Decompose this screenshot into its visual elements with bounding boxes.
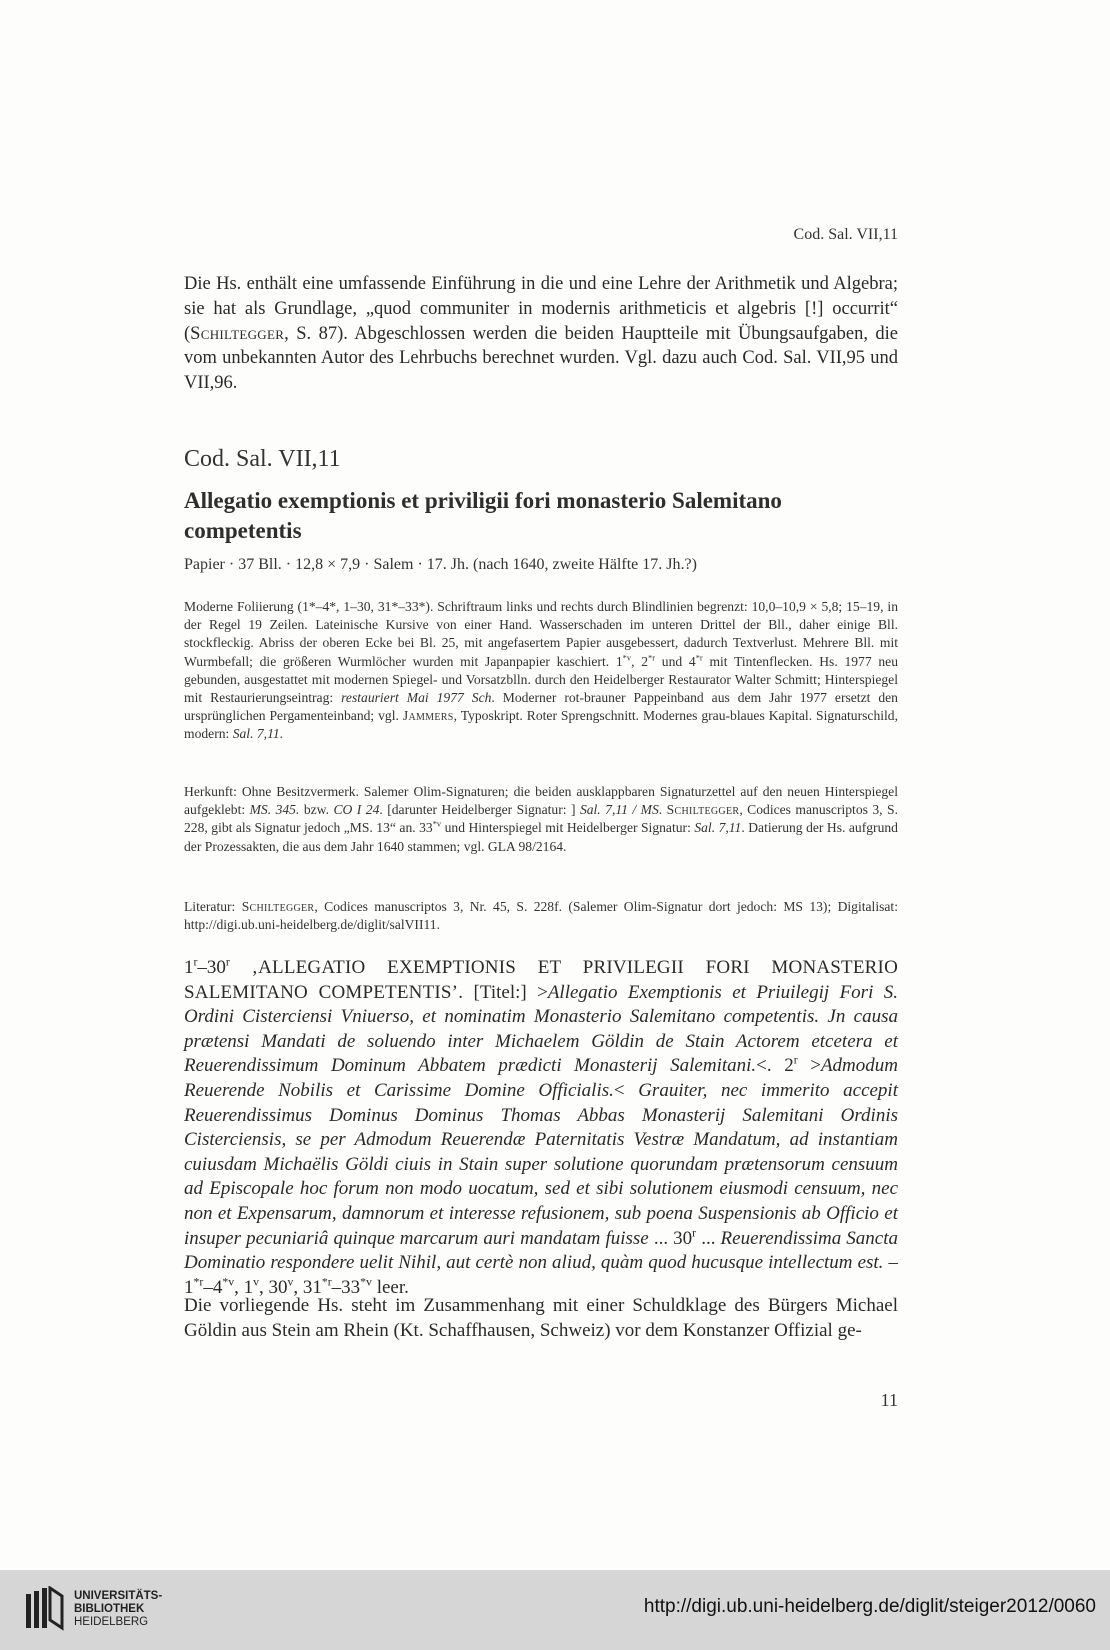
prov-text: bzw. <box>299 802 334 818</box>
codex-specs: Papier · 37 Bll. · 12,8 × 7,9 · Salem · 17. Jh. (nach 1640, zweite Hälfte 17. Jh.?) <box>184 556 697 573</box>
codex-title: Allegatio exemptionis et priviligii fori monasterio Salemitano competentis <box>184 488 782 543</box>
desc-italic: Sal. 7,11 <box>232 726 280 742</box>
desc-text: mit Tintenflecken. Hs. 1977 neu gebunden, ausgestattet mit modernen Spiegel- und Vorsatzblln. durch den Heidelberger Restaurator Walter Schmitt; Hinterspiegel mit Restaurierungseintrag: <box>184 653 898 706</box>
library-logo-icon[interactable] <box>24 1586 66 1632</box>
literature-paragraph <box>184 898 898 934</box>
folio-sup: *r <box>321 1275 332 1289</box>
folio-sup: *r <box>648 652 656 663</box>
intro-author: Schiltegger <box>190 323 285 344</box>
codex-heading: Cod. Sal. VII,11 <box>184 446 341 472</box>
latin-incipit: Allegatio Exemptionis et Priuilegij Fori S. Ordini Cisterciensi Vniuerso, et nominatim Monasterio Salemitano competentis. Jn causa prætensi Mandati de soluendo inter Michaelem Göldin de Stain Actorem etcetera et Reuerendissimum Dominum Abbatem prædicti Monasterij Salemitani. <box>184 981 898 1077</box>
prov-text: und Hinterspiegel mit Heidelberger Signatur: <box>441 820 695 836</box>
lit-text: Literatur: <box>184 899 242 914</box>
running-head: Cod. Sal. VII,11 <box>793 226 898 243</box>
viewer-footer <box>0 1570 1110 1650</box>
folio-sup: v <box>253 1275 259 1289</box>
prov-text: . [darunter Heidelberger Signatur: ] <box>379 802 580 818</box>
folio-range: –30 <box>197 957 226 978</box>
entry-sep: < <box>613 1079 639 1101</box>
entry-tail: , 1 <box>234 1276 254 1298</box>
folio-sup: r <box>193 955 198 969</box>
entry-tail: leer. <box>371 1276 409 1298</box>
provenance-paragraph <box>184 783 898 856</box>
entry-caps-title: ‚ALLEGATIO EXEMPTIONIS ET PRIVILEGII FORI MONASTERIO SALEMITANO COMPETENTIS’. <box>184 957 898 1003</box>
entry-tail: –4 <box>203 1276 223 1298</box>
prov-text: . <box>658 802 667 818</box>
folio-sup: *r <box>193 1275 204 1289</box>
latin-explicit: Reuerendissima Sancta Dominatio respondere uelit Nihil, aut certè non aliud, quàm quod hucusque intellectum est. <box>184 1227 898 1274</box>
permalink-url[interactable]: http://digi.ub.uni-heidelberg.de/diglit/steiger2012/0060 <box>643 1596 1096 1617</box>
desc-text: , Typoskript. Roter Sprengschnitt. Modernes grau-blaues Kapital. Signaturschild, modern: <box>184 708 898 742</box>
prov-text: . Datierung der Hs. aufgrund der Prozessakten, die aus dem Jahr 1640 stammen; vgl. GLA 98/2164. <box>184 820 898 854</box>
entry-sep: <. 2 <box>756 1055 794 1077</box>
desc-text: . Moderner rot-brauner Pappeinband aus dem Jahr 1977 ersetzt den ursprünglichen Pergamenteinband; vgl. <box>184 690 898 724</box>
lit-text: , Codices manuscriptos 3, Nr. 45, S. 228f. (Salemer Olim-Signatur dort jedoch: MS 13); Digitalisat: http://digi.ub.uni-heidelberg.de/diglit/salVII11. <box>184 899 898 933</box>
desc-text: und 4 <box>655 653 696 669</box>
folio-sup: *r <box>695 652 703 663</box>
library-name-line: HEIDELBERG <box>74 1616 149 1628</box>
entry-sep: > <box>797 1055 821 1077</box>
latin-text: Admodum Reuerende Nobilis et Carissime Domine Officialis. <box>184 1055 898 1101</box>
folio-sup: r <box>692 1226 697 1240</box>
page-number: 11 <box>880 1390 898 1410</box>
folio-sup: r <box>225 955 230 969</box>
desc-italic: restauriert Mai 1977 Sch <box>341 690 492 706</box>
folio-sup: *v <box>360 1275 372 1289</box>
entry-sep: ... 30 <box>648 1227 693 1249</box>
prov-italic: Sal. 7,11 / MS <box>579 802 659 818</box>
physical-description <box>184 598 898 744</box>
library-name-line: BIBLIOTHEK <box>74 1603 145 1615</box>
entry-tail: –33 <box>331 1276 361 1298</box>
intro-paragraph <box>184 272 898 396</box>
intro-text-2: , S. 87). Abgeschlossen werden die beiden Hauptteile mit Übungsaufgaben, die vom unbekannten Autor des Lehrbuchs berechnet wurden. Vgl. dazu auch Cod. Sal. VII,95 und VII,96. <box>184 323 898 394</box>
discussion-paragraph: Die vorliegende Hs. steht im Zusammenhang mit einer Schuldklage des Bürgers Michael Göldin aus Stein am Rhein (Kt. Schaffhausen, Schweiz) vor dem Konstanzer Offizial ge- <box>184 1295 898 1341</box>
entry-tail: , 31 <box>293 1276 322 1298</box>
lit-author: Schiltegger <box>241 899 315 914</box>
prov-italic: CO I 24 <box>333 802 380 818</box>
prov-text: , Codices manuscriptos 3, S. 228, gibt als Signatur jedoch „MS. 13“ an. 33 <box>184 802 898 836</box>
desc-author: Jammers <box>402 708 454 724</box>
desc-text: Moderne Foliierung (1*–4*, 1–30, 31*–33*). Schriftraum links und rechts durch Blindlinien begrenzt: 10,0–10,9 × 5,8; 15–19, in der Regel 19 Zeilen. Lateinische Kursive von einer Hand. Wasserschaden im unteren Drittel der Bll., daher einige Bll. stockfleckig. Abriss der oberen Ecke bei Bl. 25, mit angefasertem Papier ausgebessert, dadurch Textverlust. Mehrere Bll. mit Wurmbefall; die größeren Wurmlöcher wurden mit Japanpapier kaschiert. 1 <box>184 599 898 669</box>
latin-text: Grauiter, nec immerito accepit Reuerendissimus Dominus Dominus Thomas Abbas Monasterij Salemitani Ordinis Cisterciensis, se per Admodum Reuerendæ Paternitatis Vestræ Mandatum, ad instantiam cuiusdam Michaëlis Göldi ciuis in Stain super solutione quorundam prætensorum censuum ad Episcopale hoc forum non modo uocatum, sed et sibi solutionem eiusmodi censuum, nec non et Expensarum, damnorum et interesse refusionem, sub poena Suspensionis ab Officio et insuper pecuniariâ quinque marcarum auri mandatam fuisse <box>184 1079 898 1249</box>
intro-text-1: Die Hs. enthält eine umfassende Einführung in die und eine Lehre der Arithmetik und Algebra; sie hat als Grundlage, „quod communiter in modernis arithmeticis et algebris [!] occurrit“ ( <box>184 274 898 344</box>
prov-italic: MS. 345. <box>249 802 300 818</box>
folio-range: 1 <box>184 957 194 978</box>
entry-tail: , 30 <box>258 1276 288 1298</box>
folio-sup: *v <box>222 1275 235 1289</box>
prov-author: Schiltegger <box>666 802 740 818</box>
desc-text: , 2 <box>631 653 649 669</box>
content-entry <box>184 956 898 1300</box>
prov-italic: Sal. 7,11 <box>694 820 742 836</box>
folio-sup: v <box>287 1275 294 1289</box>
library-name-line: UNIVERSITÄTS- <box>74 1590 163 1602</box>
prov-text: Herkunft: Ohne Besitzvermerk. Salemer Olim-Signaturen; die beiden ausklappbaren Signaturzettel auf den neuen Hinterspiegel aufgeklebt: <box>184 784 898 818</box>
folio-sup: *v <box>432 818 442 829</box>
folio-sup: *v <box>622 652 632 663</box>
folio-sup: r <box>793 1054 798 1068</box>
desc-text: . <box>279 726 284 742</box>
entry-sep: ... <box>696 1227 721 1249</box>
entry-tail: – 1 <box>184 1252 898 1298</box>
entry-label: [Titel:] > <box>463 981 548 1003</box>
library-name[interactable] <box>74 1590 162 1629</box>
